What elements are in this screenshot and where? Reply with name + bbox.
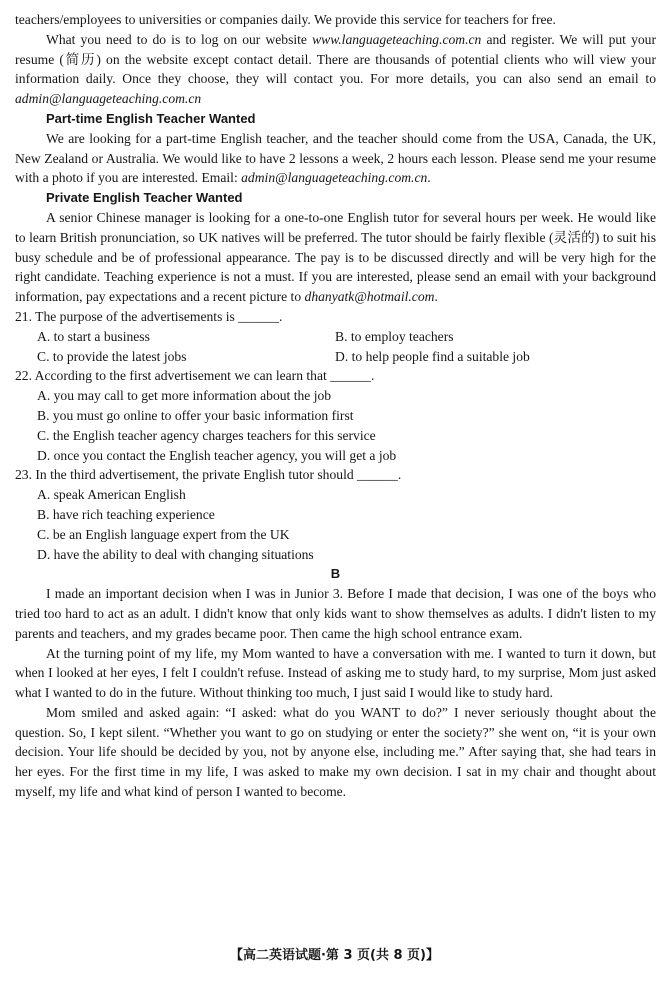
option-d[interactable]: D. once you contact the English teacher agency, you will get a job bbox=[37, 447, 397, 463]
ad-three-heading: Private English Teacher Wanted bbox=[46, 190, 243, 206]
question-stem: 22. According to the first advertisement we can learn that ______. bbox=[15, 368, 375, 384]
question-stem: 23. In the third advertisement, the private English tutor should ______. bbox=[15, 467, 402, 483]
ad-two-paragraph bbox=[15, 129, 656, 188]
option-c[interactable]: C. the English teacher agency charges teachers for this service bbox=[37, 427, 376, 443]
ad-two-text-a: We are looking for a part-time English teacher, and the teacher should come from the USA, Canada, the UK, New Zealand or Australia. We would like to have 2 lessons a week, 2 hours each lesson. Please send me your resume with a photo if you are interested. Email: bbox=[15, 130, 656, 186]
ad-three-text-a: A senior Chinese manager is looking for a one-to-one English tutor for several hours per week. He would like to learn British pronunciation, so UK natives will be preferred. The tutor should be fairly flexible (灵活的) to suit his busy schedule and be of professional appearance. The pay is to be discussed directly and will be very high for the right candidate. Teaching experience is not a must. If you are interested, please send an email with your background information, pay expectations and a recent picture to bbox=[15, 209, 656, 305]
option-d[interactable]: D. to help people find a suitable job bbox=[335, 348, 530, 364]
ad-one-continued: teachers/employees to universities or companies daily. We provide this service for teachers for free. bbox=[15, 12, 556, 27]
option-b[interactable]: B. to employ teachers bbox=[335, 328, 454, 344]
ad-three-paragraph bbox=[15, 208, 656, 307]
option-d[interactable]: D. have the ability to deal with changing situations bbox=[37, 546, 314, 562]
option-c[interactable]: C. to provide the latest jobs bbox=[37, 348, 187, 364]
page-footer: 【高二英语试题·第 3 页(共 8 页)】 bbox=[229, 948, 440, 963]
option-a[interactable]: A. you may call to get more information about the job bbox=[37, 388, 332, 404]
ad-three-email: dhanyatk@hotmail.com bbox=[304, 289, 435, 305]
passage-b-paragraph-1: I made an important decision when I was in Junior 3. Before I made that decision, I was one of the boys who tried too hard to act as an adult. I didn't know that only kids want to show themselves as adults. I didn't listen to my parents and teachers, and my grades became poor. Then came the high school entrance exam. bbox=[15, 586, 656, 641]
question-21 bbox=[15, 307, 656, 366]
option-row bbox=[15, 327, 656, 347]
option-a[interactable]: A. speak American English bbox=[37, 487, 186, 503]
question-stem: 21. The purpose of the advertisements is ______. bbox=[15, 308, 283, 324]
question-22 bbox=[15, 366, 656, 465]
ad-three-text-b: . bbox=[434, 289, 438, 305]
ad-one-text-b: and register. We will put your resume (简历) on the website except contact detail. There are thousands of potential clients who will view your information daily. Once they choose, they will contact you. For more details, you can also send an email to bbox=[15, 31, 656, 87]
ad-two-email: admin@languageteaching.com.cn bbox=[241, 170, 428, 186]
option-a[interactable]: A. to start a business bbox=[37, 328, 150, 344]
question-23 bbox=[15, 465, 656, 564]
website-link: www.languageteaching.com.cn bbox=[312, 31, 482, 47]
option-b[interactable]: B. have rich teaching experience bbox=[37, 506, 215, 522]
ad-one-paragraph bbox=[15, 30, 656, 109]
passage-b-paragraph-3: Mom smiled and asked again: “I asked: what do you WANT to do?” I never seriously thought about the question. So, I kept silent. “Whether you want to go on studying or enter the society?” she went on, “it is your own decision. Your life should be decided by you, not by anyone else, including me.” After saying that, she had tears in her eyes. For the first time in my life, I was asked to make my own decision. I sat in my chair and thought about myself, my life and what kind of person I wanted to become. bbox=[15, 704, 656, 800]
page-content bbox=[15, 10, 656, 802]
section-b-heading: B bbox=[330, 566, 341, 582]
option-row bbox=[15, 347, 656, 367]
option-b[interactable]: B. you must go online to offer your basic information first bbox=[37, 407, 354, 423]
ad-one-text-a: What you need to do is to log on our website bbox=[46, 31, 313, 47]
contact-email: admin@languageteaching.com.cn bbox=[15, 91, 202, 107]
passage-b-paragraph-2: At the turning point of my life, my Mom wanted to have a conversation with me. I wanted to turn it down, but when I looked at her eyes, I felt I couldn't refuse. Instead of asking me to study hard, to my surprise, Mom just asked what I wanted to do in the future. Without thinking too much, I just said I would like to study hard. bbox=[15, 645, 656, 701]
ad-two-text-b: . bbox=[427, 170, 431, 186]
ad-two-heading: Part-time English Teacher Wanted bbox=[46, 110, 256, 126]
option-c[interactable]: C. be an English language expert from the UK bbox=[37, 526, 290, 542]
